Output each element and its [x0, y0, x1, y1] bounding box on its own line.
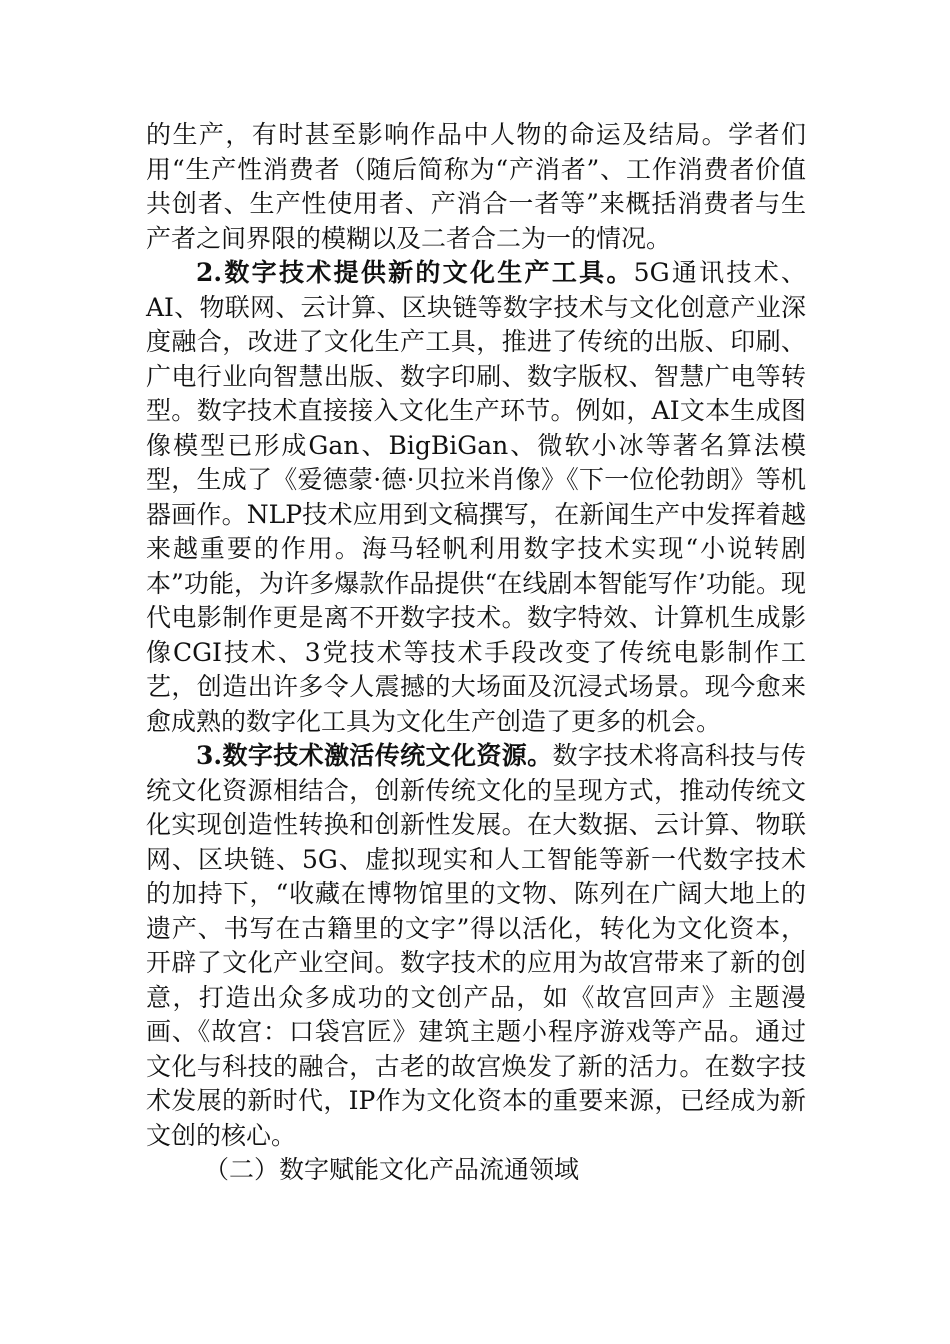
- section-heading: （二）数字赋能文化产品流通领域: [204, 1155, 580, 1184]
- paragraph-heading: 2.数字技术提供新的文化生产工具。: [196, 258, 634, 287]
- paragraph-heading: 3.数字技术激活传统文化资源。: [196, 741, 553, 770]
- paragraph-text: 数字技术将高科技与传统文化资源相结合，创新传统文化的呈现方式，推动传统文化实现创造性转换和创新性发展。在大数据、云计算、物联网、区块链、5G、虚拟现实和人工智能等新一代数字技术的加持下，“收藏在博物馆里的文物、陈列在广阔大地上的遗产、书写在古籍里的文字”得以活化，转化为文化资本，开辟了文化产业空间。数字技术的应用为故宫带来了新的创意，打造出众多成功的文创产品，如《故宫回声》主题漫画、《故宫：口袋宫匠》建筑主题小程序游戏等产品。通过文化与科技的融合，古老的故宫焕发了新的活力。在数字技术发展的新时代，IP作为文化资本的重要来源，已经成为新文创的核心。: [146, 741, 806, 1150]
- paragraph-traditional-culture: [146, 739, 806, 1153]
- paragraph-continuation: [146, 118, 806, 256]
- document-page: [146, 118, 806, 1188]
- paragraph-digital-tools: [146, 256, 806, 739]
- paragraph-text: 的生产，有时甚至影响作品中人物的命运及结局。学者们用“生产性消费者（随后简称为“产消者”、工作消费者价值共创者、生产性使用者、产消合一者等”来概括消费者与生产者之间界限的模糊以及二者合二为一的情况。: [146, 120, 806, 253]
- paragraph-text: 5G通讯技术、AI、物联网、云计算、区块链等数字技术与文化创意产业深度融合，改进了文化生产工具，推进了传统的出版、印刷、广电行业向智慧出版、数字印刷、数字版权、智慧广电等转型。数字技术直接接入文化生产环节。例如，AI文本生成图像模型已形成Gan、BigBiGan、微软小冰等著名算法模型，生成了《爱德蒙·德·贝拉米肖像》《下一位伦勃朗》等机器画作。NLP技术应用到文稿撰写，在新闻生产中发挥着越来越重要的作用。海马轻帆利用数字技术实现“小说转剧本”功能，为许多爆款作品提供“在线剧本智能写作’功能。现代电影制作更是离不开数字技术。数字特效、计算机生成影像CGI技术、3党技术等技术手段改变了传统电影制作工艺，创造出许多令人震撼的大场面及沉浸式场景。现今愈来愈成熟的数字化工具为文化生产创造了更多的机会。: [146, 258, 806, 736]
